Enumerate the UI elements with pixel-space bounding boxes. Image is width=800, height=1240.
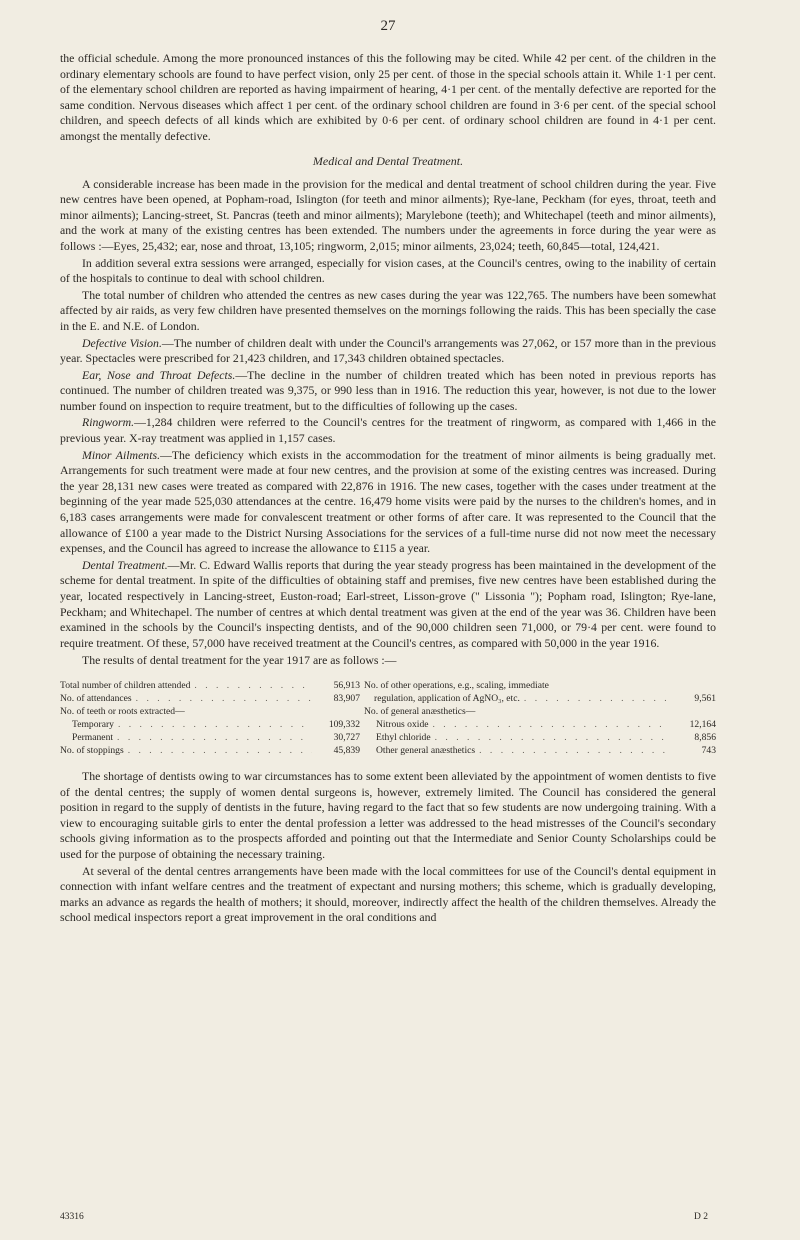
paragraph-total-children: The total number of children who attended the centres as new cases during the year was 122,765. The numbers have been somewhat affected by air raids, as very few children have presented themselves on the mornings following the raids. This has been specially the case in the E. and N.E. of London. — [60, 287, 716, 333]
paragraph-ringworm — [60, 415, 716, 446]
stat-label: No. of teeth or roots extracted— — [60, 705, 185, 717]
print-number: 43316 — [60, 1212, 84, 1222]
stat-value: 109,332 — [328, 718, 360, 730]
text-ear-nose-throat: —The decline in the number of children treated which has been noted in previous reports has continued. The number of children treated was 9,375, or 990 less than in 1916. The reduction this year, however, is not due to the lower number found on inspection to require treatment, but to the difficulties of following up the cases. — [60, 367, 717, 413]
leader-dots — [128, 744, 312, 757]
stat-label: regulation, application of AgNO₃, etc. — [374, 692, 520, 704]
stat-row — [364, 679, 716, 692]
paragraph-shortage-of-dentists: The shortage of dentists owing to war circumstances has to some extent been alleviated by the appointment of women dentists to five of the dental centres; the supply of women dental surgeons is, however, extremely limited. The Council has considered the general position in regard to the supply of dentists in the future, having regard to the fact that so few students are now undergoing training. With a view to encouraging suitable girls to enter the dental profession a letter was addressed to the head mistresses of the Council's secondary schools giving information as to the prospects afforded and pointing out that the Intermediate and Senior County Scholarships could be used for the purpose of obtaining the necessary training. — [60, 768, 716, 861]
page-number: 27 — [380, 18, 396, 34]
stat-label: Other general anæsthetics — [376, 744, 476, 756]
text-defective-vision: —The number of children dealt with under the Council's arrangements was 27,062, or 157 more than in the previous year. Spectacles were prescribed for 21,423 children, and 17,343 children obtained spectacles. — [60, 335, 716, 366]
stat-value: 30,727 — [333, 731, 360, 743]
dental-results-table — [60, 679, 716, 757]
text-minor-ailments: —The deficiency which exists in the accommodation for the treatment of minor ailments is being gradually met. Arrangements for such treatment were made at four new centres, and the provision at some of the existing centres was increased. During the year 28,131 new cases were treated as compared with 22,876 in 1916. The new cases, together with the cases under treatment at the beginning of the year made 525,030 attendances at the centre. 16,479 home visits were paid by the nurses to the children's homes, and in 6,183 cases arrangements were made for convalescent treatment or other forms of after care. It was represented to the Council that the allowance of £100 a year made to the District Nursing Associations for the services of a full-time nurse did not now meet the necessary expenses, and the Council has agreed to increase the allowance to £115 a year. — [60, 447, 716, 556]
subheading-ringworm: Ringworm. — [82, 415, 135, 430]
dental-results-left-column — [60, 679, 360, 757]
leader-dots — [433, 718, 669, 731]
stat-value: 45,839 — [333, 744, 360, 756]
stat-row — [60, 679, 360, 692]
paragraph-minor-ailments — [60, 448, 716, 557]
paragraph-special-schools: the official schedule. Among the more pronounced instances of this the following may be cited. While 42 per cent. of the children in the ordinary elementary schools are found to have perfect vision, only 25 per cent. of those in the special schools attain it. While 1·1 per cent. of the elementary school children are reported as having impairment of hearing, 4·1 per cent. of the mentally defective are reported for the same condition. Nervous diseases which affect 1 per cent. of the ordinary school children are found in 3·6 per cent. of the special school children, and speech defects of all kinds which are exhibited by 0·6 per cent. of ordinary school children are found in 4·1 per cent. amongst the mentally defective. — [60, 51, 716, 143]
leader-dots — [117, 731, 312, 744]
paragraph-infant-welfare: At several of the dental centres arrangements have been made with the local committees for use of the Council's dental equipment in connection with infant welfare centres and the treatment of expectant and nursing mothers; this scheme, which is gradually developing, marks an advance as regards the health of mothers; it should, moreover, indirectly affect the health of the children themselves. Already the school medical inspectors report a great improvement in the oral conditions and — [60, 863, 716, 925]
stat-row — [364, 705, 716, 718]
stat-row — [60, 731, 360, 744]
stat-value: 9,561 — [694, 692, 716, 704]
stat-label: Total number of children attended — [60, 679, 191, 691]
text-ringworm: —1,284 children were referred to the Council's centres for the treatment of ringworm, as compared with 1,466 in the previous year. X-ray treatment was applied in 1,157 cases. — [60, 415, 716, 446]
stat-value: 12,164 — [689, 718, 716, 730]
stat-value: 83,907 — [333, 692, 360, 704]
subheading-ear-nose-throat: Ear, Nose and Throat Defects. — [82, 367, 236, 382]
paragraph-provision: A considerable increase has been made in the provision for the medical and dental treatment of school children during the year. Five new centres have been opened, at Popham-road, Islington (for teeth and minor ailments); Rye-lane, Peckham (for eyes, throat, teeth and minor ailments); Lancing-street, St. Pancras (teeth and minor ailments); Marylebone (teeth); and Whitechapel (teeth and minor ailments), and the work at many of the existing centres has been extended. The numbers under the agreements in force during the year were as follows :—Eyes, 25,432; ear, nose and throat, 13,105; ringworm, 2,015; minor ailments, 23,024; teeth, 60,845—total, 124,421. — [60, 176, 716, 253]
stat-row — [364, 718, 716, 731]
signature-mark: D 2 — [694, 1212, 708, 1222]
leader-dots — [118, 718, 312, 731]
subheading-minor-ailments: Minor Ailments. — [82, 447, 161, 462]
leader-dots — [524, 692, 668, 705]
stat-label: No. of general anæsthetics— — [364, 705, 476, 717]
stat-value: 8,856 — [694, 731, 716, 743]
leader-dots — [194, 679, 312, 692]
paragraph-dental-treatment — [60, 558, 716, 652]
leader-dots — [479, 744, 668, 757]
paragraph-results-intro: The results of dental treatment for the year 1917 are as follows :— — [82, 653, 397, 668]
paragraph-defective-vision — [60, 336, 716, 367]
stat-label: Temporary — [72, 718, 114, 730]
leader-dots — [435, 731, 668, 744]
stat-label: Ethyl chloride — [376, 731, 431, 743]
stat-row — [60, 718, 360, 731]
subheading-defective-vision: Defective Vision. — [82, 335, 162, 350]
section-heading: Medical and Dental Treatment. — [312, 153, 464, 168]
paragraph-extra-sessions: In addition several extra sessions were arranged, especially for vision cases, at the Council's centres, owing to the inability of certain of the hospitals to continue to deal with school children. — [60, 255, 716, 286]
text-dental-treatment: —Mr. C. Edward Wallis reports that during the year steady progress has been maintained in the development of the scheme for dental treatment. In spite of the difficulties of obtaining staff and premises, five new centres have been established during the year, located respectively in Lancing-street, Euston-road; Earl-street, Lisson-grove (" Lissonia "); Popham road, Islington; Rye-lane, Peckham; and Whitechapel. The number of centres at which dental treatment was given at the end of the year was 36. Children have been examined in the schools by the Council's inspecting dentists, and of the 90,000 children seen 71,000, or 79·4 per cent. were found to require treatment. Of these, 57,000 have received treatment at the Council's centres, as compared with 50,000 in the year 1916. — [60, 557, 716, 650]
stat-row — [60, 705, 360, 718]
stat-row — [60, 692, 360, 705]
stat-label: No. of stoppings — [60, 744, 124, 756]
stat-label: Nitrous oxide — [376, 718, 429, 730]
stat-value: 743 — [701, 744, 716, 756]
stat-value: 56,913 — [333, 679, 360, 691]
leader-dots — [136, 692, 312, 705]
stat-row — [364, 692, 716, 705]
stat-row — [364, 731, 716, 744]
stat-label: No. of other operations, e.g., scaling, immediate — [364, 679, 549, 691]
dental-results-right-column — [364, 679, 716, 757]
stat-label: No. of attendances — [60, 692, 132, 704]
stat-label: Permanent — [72, 731, 114, 743]
page-footer — [60, 1212, 716, 1222]
subheading-dental-treatment: Dental Treatment. — [82, 557, 168, 572]
paragraph-ear-nose-throat — [60, 368, 716, 415]
stat-row — [364, 744, 716, 757]
stat-row — [60, 744, 360, 757]
